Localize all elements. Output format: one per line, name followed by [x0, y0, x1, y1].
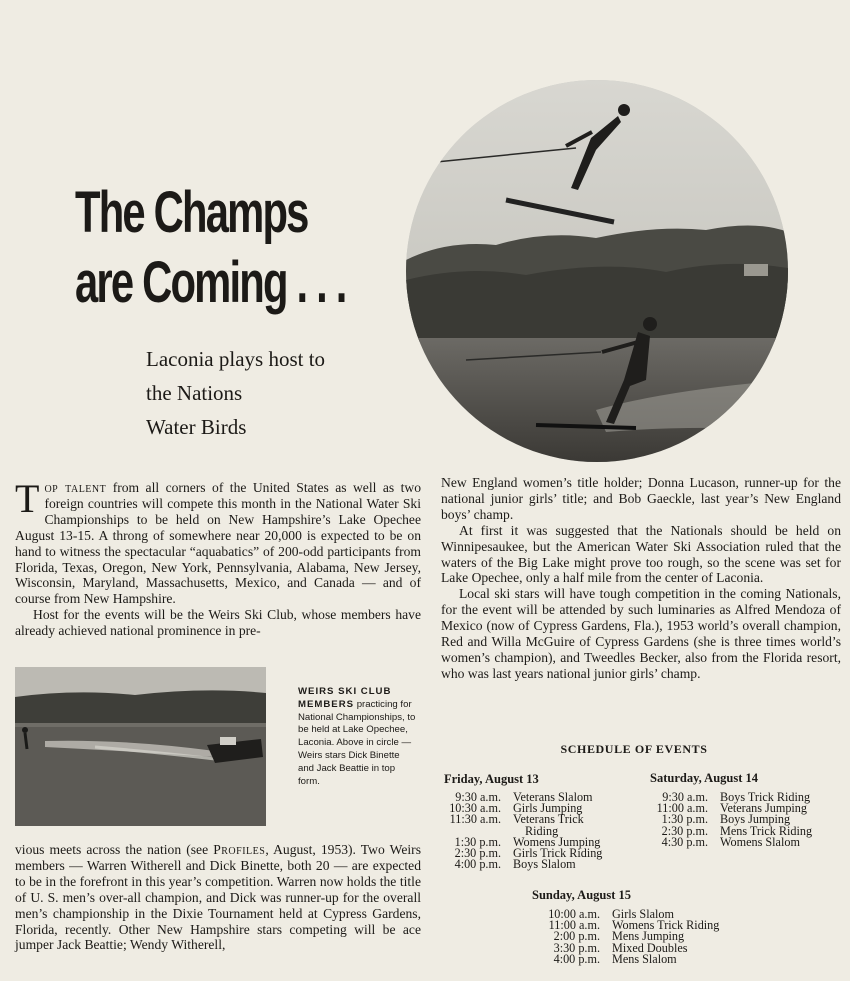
article-subtitle [146, 342, 325, 444]
event-time: 9:30 a.m. [662, 790, 708, 804]
subtitle-line: the Nations [146, 381, 243, 405]
schedule-title: SCHEDULE OF EVENTS [560, 742, 708, 756]
friday-schedule [443, 792, 602, 870]
circular-ski-jump-photo [406, 80, 788, 462]
article-paragraph: Host for the events will be the Weirs Ski Club, whose members have already achieved national prominence in pre- [15, 607, 421, 639]
saturday-schedule [650, 792, 812, 848]
event-name: Girls Jumping [513, 801, 583, 816]
sunday-schedule [542, 909, 719, 965]
article-column-left-top [15, 476, 421, 639]
event-time: 4:00 p.m. [553, 951, 600, 966]
event-name: Mens Slalom [612, 951, 677, 966]
drop-cap: T [15, 476, 40, 521]
article-column-right [441, 475, 841, 682]
sunday-heading: Sunday, August 15 [532, 888, 632, 902]
event-time: 11:00 a.m. [656, 801, 708, 816]
event-time: 1:30 p.m. [454, 834, 501, 849]
event-name: Veterans Trick [513, 812, 584, 827]
friday-heading: Friday, August 13 [444, 772, 539, 786]
event-time: 9:30 a.m. [455, 790, 501, 804]
article-title [75, 178, 346, 318]
title-line-2: are Coming . . . [75, 250, 346, 315]
event-time: 2:00 p.m. [553, 929, 600, 944]
event-name: Riding [525, 823, 559, 838]
event-time: 11:00 a.m. [548, 918, 600, 933]
event-time: 3:30 p.m. [553, 940, 600, 955]
event-time: 10:00 a.m. [548, 907, 600, 921]
event-time: 4:00 p.m. [454, 857, 501, 872]
event-name: Mens Trick Riding [720, 823, 813, 838]
title-line-1: The Champs [75, 180, 308, 245]
subtitle-line: Laconia plays host to [146, 347, 326, 371]
event-name: Mixed Doubles [612, 940, 688, 955]
paragraph-text: from all corners of the United States as well as two foreign countries will compete this month in the National Water Ski Championships to be held on New Hampshire’s Lake Opechee August 13-15. A throng of somewhere near 20,000 is expected to be on hand to witness the spectacular “aquabatics” of 200-odd participants from Florida, Texas, Oregon, New York, Pennsylvania, Alabama, New Jersey, Wisconsin, Maryland, Massachusetts, Mexico, and Canada — and of course from New Hampshire. [15, 480, 421, 607]
article-paragraph: Local ski stars will have tough competition in the coming Nationals, for the event will be attended by such luminaries as Alfred Mendoza of Mexico (now of Cypress Gardens, Fla.), 1953 world’s overall champion, Red and Willa McGuire of Cypress Gardens (she is three times world’s women’s champion), and Tweedles Becker, also from the Florida resort, who was last years national junior girls’ champ. [441, 586, 841, 681]
ski-club-boat-photo [15, 667, 266, 826]
schedule-row [542, 951, 719, 966]
event-name: Boys Trick Riding [720, 790, 811, 804]
article-paragraph: At first it was suggested that the Nationals should be held on Winnipesaukee, but the American Water Ski Association ruled that the waters of the Big Lake might prove too rough, so the scene was set for Lake Opechee, only a half mile from the center of Laconia. [441, 522, 841, 586]
event-name: Womens Jumping [513, 834, 601, 849]
article-paragraph [15, 842, 421, 953]
event-time: 11:30 a.m. [449, 812, 501, 827]
subtitle-line: Water Birds [146, 415, 247, 439]
article-column-left-bottom [15, 842, 421, 953]
lead-in: op talent [44, 480, 107, 495]
event-name: Veterans Jumping [720, 801, 807, 816]
paragraph-text: , August, 1953). Two Weirs members — Warren Witherell and Dick Binette, both 20 — are expected to be in the forefront in this year’s competition. Warren now holds the title of U. S. men’s over-all champion, and Dick was runner-up for the overall men’s championship in the Dixie Tournament held at Cypress Gardens, Florida, recently. Other New Hampshire stars competing will be ace jumper Jack Beattie; Wendy Witherell, [15, 842, 422, 953]
event-time: 4:30 p.m. [661, 834, 708, 849]
event-time: 2:30 p.m. [454, 846, 501, 861]
event-name: Mens Jumping [612, 929, 685, 944]
event-time: 2:30 p.m. [661, 823, 708, 838]
saturday-heading: Saturday, August 14 [650, 771, 759, 785]
event-name: Womens Trick Riding [612, 918, 720, 933]
caption-text: practicing for National Championships, to be held at Lake Opechee, Laconia. Above in circle —Weirs stars Dick Binette and Jack Beattie in top form. [298, 698, 416, 787]
event-time: 1:30 p.m. [661, 812, 708, 827]
event-name: Boys Jumping [720, 812, 791, 827]
event-name: Boys Slalom [513, 857, 576, 872]
schedule-row [443, 814, 602, 825]
schedule-row [650, 834, 812, 849]
photo-caption [298, 686, 418, 788]
event-name: Girls Slalom [612, 907, 674, 921]
article-paragraph: New England women’s title holder; Donna Lucason, runner-up for the national junior girls’ title; and Bob Gaeckle, last year’s New England boys’ champ. [441, 475, 841, 522]
event-name: Womens Slalom [720, 834, 800, 849]
event-name: Girls Trick Riding [513, 846, 603, 861]
caption-heading: WEIRS SKI CLUB MEMBERS [298, 686, 392, 710]
article-paragraph [15, 476, 421, 607]
schedule-row [443, 859, 602, 870]
paragraph-text: vious meets across the nation (see [15, 842, 214, 857]
event-name: Veterans Slalom [513, 790, 593, 804]
profiles-reference: Profiles [213, 842, 266, 857]
event-time: 10:30 a.m. [449, 801, 501, 816]
